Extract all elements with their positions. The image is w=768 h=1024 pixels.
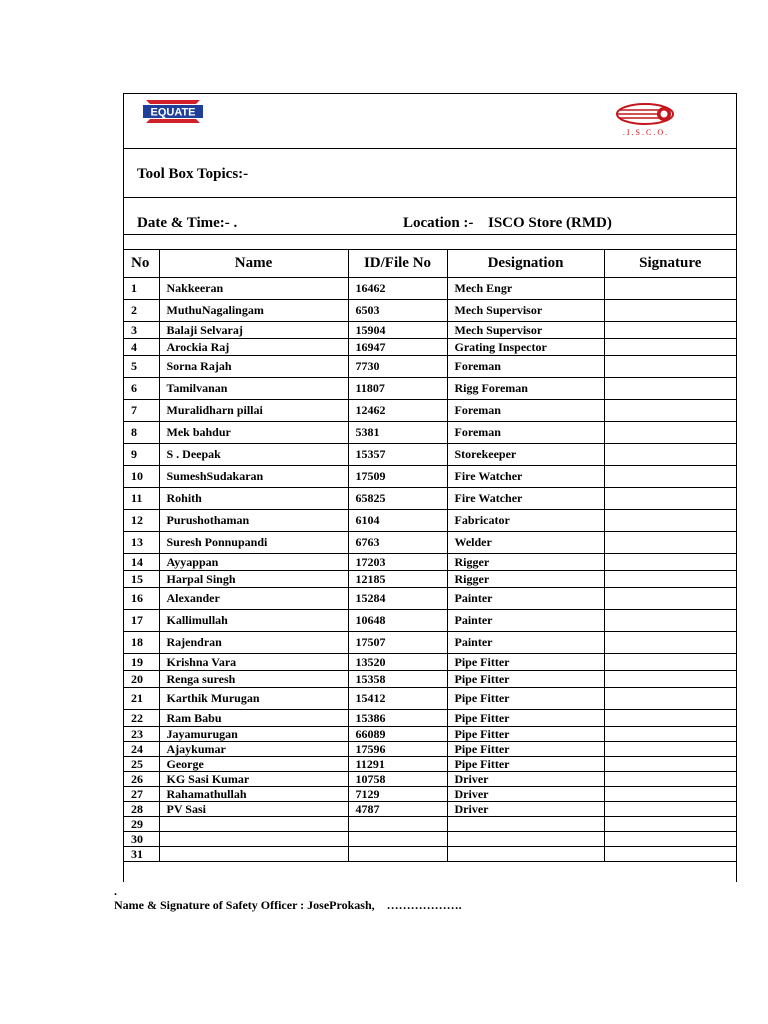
employee-id: [348, 817, 447, 832]
signature-cell: [604, 278, 736, 300]
signature-cell: [604, 422, 736, 444]
designation: Storekeeper: [447, 444, 604, 466]
table-row: [124, 757, 736, 772]
row-number: 25: [124, 757, 159, 772]
designation: Rigg Foreman: [447, 378, 604, 400]
table-row: [124, 400, 736, 422]
signature-cell: [604, 466, 736, 488]
divider: [124, 148, 736, 149]
signature-cell: [604, 802, 736, 817]
employee-id: 7730: [348, 356, 447, 378]
table-row: [124, 554, 736, 571]
row-number: 9: [124, 444, 159, 466]
employee-name: Krishna Vara: [159, 654, 348, 671]
employee-name: Tamilvanan: [159, 378, 348, 400]
table-row: [124, 610, 736, 632]
designation: Pipe Fitter: [447, 654, 604, 671]
row-number: 26: [124, 772, 159, 787]
designation: Foreman: [447, 400, 604, 422]
row-number: 15: [124, 571, 159, 588]
employee-id: 4787: [348, 802, 447, 817]
table-row: [124, 817, 736, 832]
designation: Pipe Fitter: [447, 742, 604, 757]
employee-id: 10648: [348, 610, 447, 632]
row-number: 21: [124, 688, 159, 710]
table-row: [124, 339, 736, 356]
designation: Rigger: [447, 554, 604, 571]
signature-cell: [604, 757, 736, 772]
table-row: [124, 322, 736, 339]
column-header-no: No: [124, 250, 159, 278]
employee-name: SumeshSudakaran: [159, 466, 348, 488]
location-label: Location :-: [403, 215, 474, 231]
signature-cell: [604, 632, 736, 654]
signature-cell: [604, 787, 736, 802]
table-row: [124, 588, 736, 610]
employee-name: Purushothaman: [159, 510, 348, 532]
isco-logo-text: . I . S . C . O .: [622, 128, 668, 137]
table-row: [124, 510, 736, 532]
designation: Rigger: [447, 571, 604, 588]
employee-name: Karthik Murugan: [159, 688, 348, 710]
designation: Welder: [447, 532, 604, 554]
signature-cell: [604, 300, 736, 322]
designation: Fire Watcher: [447, 488, 604, 510]
equate-logo: [142, 98, 204, 126]
employee-name: Kallimullah: [159, 610, 348, 632]
row-number: 3: [124, 322, 159, 339]
signature-cell: [604, 772, 736, 787]
row-number: 4: [124, 339, 159, 356]
employee-name: Alexander: [159, 588, 348, 610]
row-number: 31: [124, 847, 159, 862]
employee-name: George: [159, 757, 348, 772]
column-header-name: Name: [159, 250, 348, 278]
row-number: 17: [124, 610, 159, 632]
table-row: [124, 787, 736, 802]
employee-id: 17509: [348, 466, 447, 488]
signature-cell: [604, 727, 736, 742]
employee-name: Arockia Raj: [159, 339, 348, 356]
designation: Driver: [447, 772, 604, 787]
date-time-label: Date & Time:- .: [137, 215, 238, 231]
designation: Pipe Fitter: [447, 757, 604, 772]
employee-id: 15358: [348, 671, 447, 688]
row-number: 8: [124, 422, 159, 444]
table-row: [124, 710, 736, 727]
table-row: [124, 742, 736, 757]
employee-id: 10758: [348, 772, 447, 787]
signature-cell: [604, 444, 736, 466]
equate-logo-text: EQUATE: [150, 106, 196, 119]
signature-cell: [604, 610, 736, 632]
employee-name: Rahamathullah: [159, 787, 348, 802]
employee-id: 7129: [348, 787, 447, 802]
row-number: 23: [124, 727, 159, 742]
employee-name: Rohith: [159, 488, 348, 510]
table-row: [124, 378, 736, 400]
employee-id: [348, 847, 447, 862]
employee-name: [159, 832, 348, 847]
form-frame: [123, 93, 737, 882]
employee-id: 12185: [348, 571, 447, 588]
signature-cell: [604, 588, 736, 610]
employee-id: 6104: [348, 510, 447, 532]
signature-cell: [604, 510, 736, 532]
row-number: 1: [124, 278, 159, 300]
employee-id: 65825: [348, 488, 447, 510]
employee-id: 16462: [348, 278, 447, 300]
employee-id: 11807: [348, 378, 447, 400]
table-row: [124, 832, 736, 847]
table-row: [124, 727, 736, 742]
designation: Foreman: [447, 422, 604, 444]
employee-name: Muralidharn pillai: [159, 400, 348, 422]
employee-name: Suresh Ponnupandi: [159, 532, 348, 554]
designation: Painter: [447, 588, 604, 610]
signature-cell: [604, 322, 736, 339]
employee-id: 16947: [348, 339, 447, 356]
designation: Mech Engr: [447, 278, 604, 300]
table-row: [124, 466, 736, 488]
signature-cell: [604, 847, 736, 862]
row-number: 29: [124, 817, 159, 832]
designation: Fabricator: [447, 510, 604, 532]
designation: [447, 847, 604, 862]
designation: Pipe Fitter: [447, 671, 604, 688]
row-number: 7: [124, 400, 159, 422]
employee-name: Mek bahdur: [159, 422, 348, 444]
row-number: 27: [124, 787, 159, 802]
row-number: 28: [124, 802, 159, 817]
tool-box-topics-label: Tool Box Topics:-: [137, 166, 249, 182]
row-number: 19: [124, 654, 159, 671]
employee-name: [159, 817, 348, 832]
row-number: 13: [124, 532, 159, 554]
employee-id: 6503: [348, 300, 447, 322]
row-number: 22: [124, 710, 159, 727]
table-row: [124, 802, 736, 817]
row-number: 16: [124, 588, 159, 610]
row-number: 11: [124, 488, 159, 510]
row-number: 18: [124, 632, 159, 654]
table-row: [124, 300, 736, 322]
designation: Driver: [447, 802, 604, 817]
isco-logo: [612, 101, 678, 139]
designation: Driver: [447, 787, 604, 802]
signature-cell: [604, 532, 736, 554]
table-row: [124, 847, 736, 862]
table-row: [124, 772, 736, 787]
designation: Painter: [447, 632, 604, 654]
employee-name: PV Sasi: [159, 802, 348, 817]
row-number: 14: [124, 554, 159, 571]
signature-cell: [604, 356, 736, 378]
designation: Fire Watcher: [447, 466, 604, 488]
designation: Pipe Fitter: [447, 727, 604, 742]
attendance-table: [124, 249, 736, 862]
stray-dot: .: [114, 884, 117, 898]
employee-name: Ajaykumar: [159, 742, 348, 757]
employee-id: 11291: [348, 757, 447, 772]
designation: Foreman: [447, 356, 604, 378]
row-number: 10: [124, 466, 159, 488]
employee-id: 6763: [348, 532, 447, 554]
signature-cell: [604, 817, 736, 832]
row-number: 20: [124, 671, 159, 688]
signature-cell: [604, 710, 736, 727]
employee-name: S . Deepak: [159, 444, 348, 466]
row-number: 24: [124, 742, 159, 757]
employee-name: Ram Babu: [159, 710, 348, 727]
row-number: 6: [124, 378, 159, 400]
column-header-id: ID/File No: [348, 250, 447, 278]
row-number: 30: [124, 832, 159, 847]
signature-cell: [604, 400, 736, 422]
signature-cell: [604, 688, 736, 710]
employee-name: [159, 847, 348, 862]
designation: Pipe Fitter: [447, 688, 604, 710]
employee-name: Renga suresh: [159, 671, 348, 688]
column-header-signature: Signature: [604, 250, 736, 278]
table-row: [124, 654, 736, 671]
signature-cell: [604, 554, 736, 571]
employee-id: 12462: [348, 400, 447, 422]
employee-name: Harpal Singh: [159, 571, 348, 588]
employee-id: 15412: [348, 688, 447, 710]
signature-cell: [604, 339, 736, 356]
designation: [447, 817, 604, 832]
employee-id: 66089: [348, 727, 447, 742]
table-row: [124, 278, 736, 300]
row-number: 2: [124, 300, 159, 322]
table-row: [124, 671, 736, 688]
signature-cell: [604, 671, 736, 688]
divider: [124, 234, 736, 235]
employee-name: Rajendran: [159, 632, 348, 654]
designation: Mech Supervisor: [447, 322, 604, 339]
designation: Pipe Fitter: [447, 710, 604, 727]
row-number: 5: [124, 356, 159, 378]
employee-name: Jayamurugan: [159, 727, 348, 742]
signature-cell: [604, 654, 736, 671]
table-row: [124, 688, 736, 710]
designation: Grating Inspector: [447, 339, 604, 356]
safety-officer-signature-line: Name & Signature of Safety Officer : JoseProkash, ……………….: [114, 898, 462, 912]
employee-id: 17596: [348, 742, 447, 757]
employee-name: MuthuNagalingam: [159, 300, 348, 322]
designation: Mech Supervisor: [447, 300, 604, 322]
table-row: [124, 571, 736, 588]
divider: [124, 197, 736, 198]
employee-id: 15284: [348, 588, 447, 610]
employee-id: 17507: [348, 632, 447, 654]
employee-name: Sorna Rajah: [159, 356, 348, 378]
designation: Painter: [447, 610, 604, 632]
employee-name: Nakkeeran: [159, 278, 348, 300]
designation: [447, 832, 604, 847]
employee-id: 15904: [348, 322, 447, 339]
signature-cell: [604, 378, 736, 400]
signature-cell: [604, 488, 736, 510]
employee-id: 15386: [348, 710, 447, 727]
signature-cell: [604, 571, 736, 588]
employee-id: 13520: [348, 654, 447, 671]
table-body: [124, 278, 736, 862]
employee-id: 15357: [348, 444, 447, 466]
employee-id: [348, 832, 447, 847]
employee-name: Balaji Selvaraj: [159, 322, 348, 339]
table-row: [124, 356, 736, 378]
table-row: [124, 444, 736, 466]
table-header-row: [124, 250, 736, 278]
table-row: [124, 488, 736, 510]
top-border: [124, 93, 736, 94]
row-number: 12: [124, 510, 159, 532]
employee-name: KG Sasi Kumar: [159, 772, 348, 787]
signature-cell: [604, 832, 736, 847]
table-row: [124, 632, 736, 654]
signature-cell: [604, 742, 736, 757]
employee-id: 17203: [348, 554, 447, 571]
table-row: [124, 532, 736, 554]
column-header-designation: Designation: [447, 250, 604, 278]
employee-name: Ayyappan: [159, 554, 348, 571]
table-row: [124, 422, 736, 444]
employee-id: 5381: [348, 422, 447, 444]
location-value: ISCO Store (RMD): [488, 215, 612, 231]
